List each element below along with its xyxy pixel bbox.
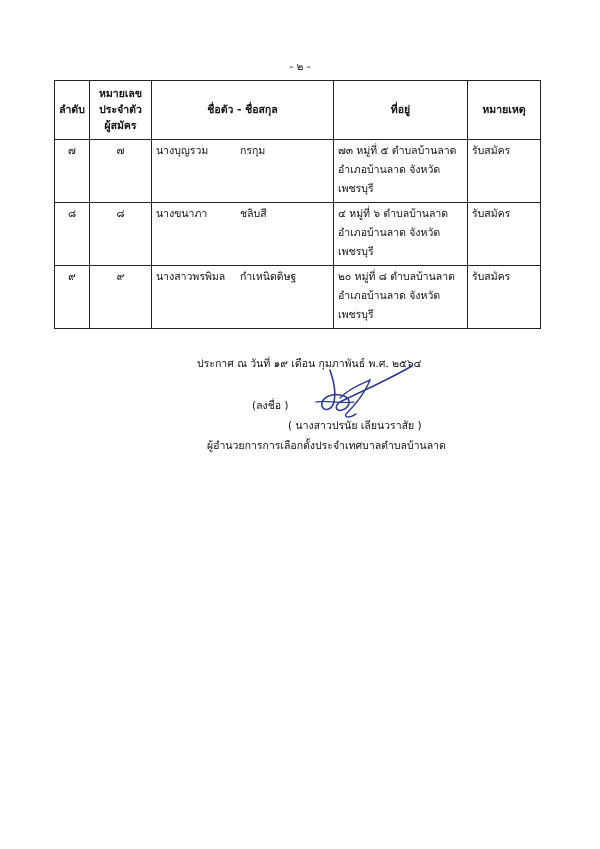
header-app-no-line3: ผู้สมัคร xyxy=(104,120,137,132)
cell-application-number: ๗ xyxy=(90,140,152,203)
address-line: ๔ หมู่ที่ ๖ ตำบลบ้านลาด xyxy=(338,208,449,220)
signer-name: ( นางสาวปรนัย เลียนวราสัย ) xyxy=(288,420,422,432)
cell-name xyxy=(152,203,334,266)
cell-application-number: ๘ xyxy=(90,203,152,266)
first-name: นางบุญรวม xyxy=(156,145,209,157)
address-line: เพชรบุรี xyxy=(338,246,374,258)
address-line: อำเภอบ้านลาด จังหวัด xyxy=(338,290,441,302)
candidate-table xyxy=(54,80,541,329)
table-row xyxy=(55,203,541,266)
cell-address xyxy=(334,140,468,203)
table-row xyxy=(55,140,541,203)
table-row xyxy=(55,266,541,329)
cell-address xyxy=(334,266,468,329)
first-name: นางขนาภา xyxy=(156,208,208,220)
cell-address xyxy=(334,203,468,266)
last-name: กำเหนิดดิษฐ xyxy=(240,271,297,283)
last-name: ชลิบสี xyxy=(240,208,267,220)
table-header-row xyxy=(55,81,541,140)
address-line: ๒๐ หมู่ที่ ๘ ตำบลบ้านลาด xyxy=(338,271,455,283)
address-line: เพชรบุรี xyxy=(338,309,374,321)
header-note: หมายเหตุ xyxy=(468,81,541,140)
address-line: เพชรบุรี xyxy=(338,183,374,195)
header-name: ชื่อตัว - ชื่อสกุล xyxy=(152,81,334,140)
cell-order: ๗ xyxy=(55,140,90,203)
cell-note: รับสมัคร xyxy=(468,203,541,266)
cell-order: ๙ xyxy=(55,266,90,329)
cell-note: รับสมัคร xyxy=(468,266,541,329)
first-name: นางสาวพรพิมล xyxy=(156,271,226,283)
page-number: - ๒ - xyxy=(289,61,311,73)
sign-label: (ลงชื่อ ) xyxy=(252,400,289,412)
cell-application-number: ๙ xyxy=(90,266,152,329)
header-app-no-line2: ประจำตัว xyxy=(99,104,142,116)
address-line: ๗๓ หมู่ที่ ๕ ตำบลบ้านลาด xyxy=(338,145,457,157)
cell-name xyxy=(152,140,334,203)
header-address: ที่อยู่ xyxy=(334,81,468,140)
cell-order: ๘ xyxy=(55,203,90,266)
header-application-number xyxy=(90,81,152,140)
signer-title: ผู้อำนวยการการเลือกตั้งประจำเทศบาลตำบลบ้านลาด xyxy=(207,440,446,452)
last-name: กรกุม xyxy=(240,145,266,157)
address-line: อำเภอบ้านลาด จังหวัด xyxy=(338,227,441,239)
cell-note: รับสมัคร xyxy=(468,140,541,203)
cell-name xyxy=(152,266,334,329)
address-line: อำเภอบ้านลาด จังหวัด xyxy=(338,164,441,176)
header-order: ลำดับ xyxy=(55,81,90,140)
announcement-date: ประกาศ ณ วันที่ ๑๙ เดือน กุมภาพันธ์ พ.ศ. ๒๕๖๔ xyxy=(197,358,422,370)
header-app-no-line1: หมายเลข xyxy=(98,88,143,100)
